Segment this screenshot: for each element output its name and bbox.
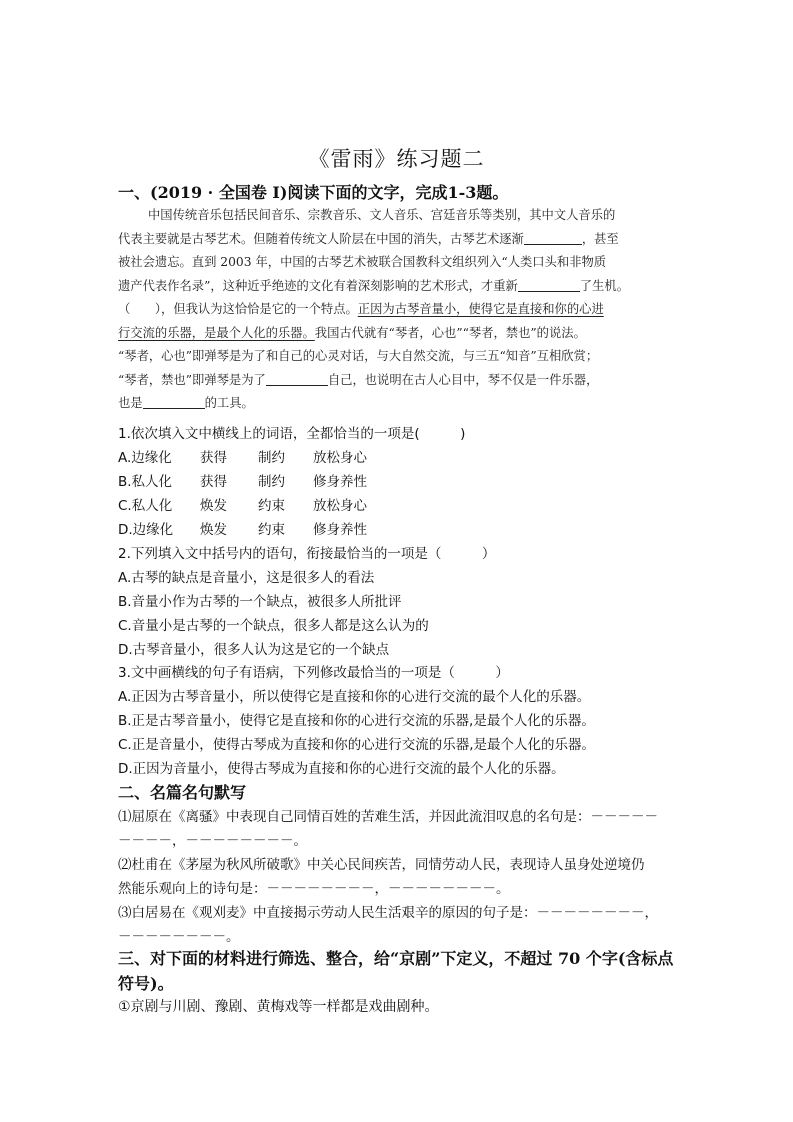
answer-blank-1 [524,230,582,245]
section1-heading: 一、(2019 · 全国卷 I)阅读下面的文字，完成1-3题。 [118,183,509,202]
question-1-option-a: A.边缘化 获得 制约 放松身心 [118,450,367,466]
passage-line-8: “琴者，禁也”即弹琴是为了 自己，也说明在古人心目中，琴不仅是一件乐器， [118,372,599,387]
recitation-item-2-line1: ⑵杜甫在《茅屋为秋风所破歌》中关心民间疾苦，同情劳动人民，表现诗人虽身处逆境仍 [118,857,645,873]
question-3-stem: 3.文中画横线的句子有语病，下列修改最恰当的一项是（ ） [118,665,509,681]
recitation-item-1-line2: －－－－，－－－－－－－－。 [118,833,307,849]
question-1-option-d: D.边缘化 焕发 约束 修身养性 [118,522,367,538]
underlined-sentence-part1: 正因为古琴音量小，使得它是直接和你的心进 [357,302,604,316]
underlined-sentence-part2: 行交流的乐器，是最个人化的乐器。 [118,325,315,340]
question-1-option-b: B.私人化 获得 制约 修身养性 [118,474,367,490]
recitation-item-3-line2: －－－－－－－－。 [118,929,240,945]
answer-blank-2 [518,277,580,292]
passage-line-9: 也是 的工具。 [118,396,254,410]
question-3-option-b: B.正是古琴音量小，使得它是直接和你的心进行交流的乐器,是最个人化的乐器。 [118,713,595,729]
section2-heading: 二、名篇名句默写 [118,783,247,802]
question-2-option-d: D.古琴音量小，很多人认为这是它的一个缺点 [118,642,390,658]
passage-line-7: “琴者，心也”即弹琴是为了和自己的心灵对话，与大自然交流，与三五“知音”互相欣赏； [118,349,599,363]
question-2-stem: 2.下列填入文中括号内的语句，衔接最恰当的一项是（ ） [118,546,496,562]
material-item-1: ①京剧与川剧、豫剧、黄梅戏等一样都是戏曲剧种。 [118,999,439,1015]
reading-passage [118,204,678,416]
section3-heading: 三、对下面的材料进行筛选、整合，给“京剧”下定义，不超过 70 个字(含标点符号)。 [118,949,674,993]
answer-blank-3 [266,371,328,386]
question-3-option-c: C.正是音量小，使得古琴成为直接和你的心进行交流的乐器,是最个人化的乐器。 [118,737,596,753]
question-2-option-c: C.音量小是古琴的一个缺点，很多人都是这么认为的 [118,618,429,634]
recitation-item-2-line2: 然能乐观向上的诗句是：－－－－－－－－，－－－－－－－－。 [118,881,510,897]
question-1-stem: 1.依次填入文中横线上的词语，全都恰当的一项是( ) [118,426,466,442]
recitation-item-3-line1: ⑶白居易在《观刈麦》中直接揭示劳动人民生活艰辛的原因的句子是：－－－－－－－－， [118,905,658,921]
passage-line-2: 代表主要就是古琴艺术。但随着传统文人阶层在中国的消失，古琴艺术逐渐 ，甚至 [118,231,619,246]
question-3-option-a: A.正因为古琴音量小，所以使得它是直接和你的心进行交流的最个人化的乐器。 [118,689,591,705]
question-1-option-c: C.私人化 焕发 约束 放松身心 [118,498,367,514]
question-3-option-d: D.正因为音量小，使得古琴成为直接和你的心进行交流的最个人化的乐器。 [118,761,565,777]
passage-line-6: 行交流的乐器，是最个人化的乐器。我国古代就有“琴者，心也”“琴者，禁也”的说法。 [118,325,586,340]
passage-line-1: 中国传统音乐包括民间音乐、宗教音乐、文人音乐、宫廷音乐等类别，其中文人音乐的 [148,208,616,222]
answer-blank-4 [143,394,205,409]
question-2-option-b: B.音量小作为古琴的一个缺点，被很多人所批评 [118,594,402,610]
page-title: 《雷雨》练习题二 [308,147,485,171]
recitation-item-1-line1: ⑴屈原在《离骚》中表现自己同情百姓的苦难生活，并因此流泪叹息的名句是：－－－－－ [118,809,658,825]
passage-line-4: 遗产代表作名录”，这种近乎绝迹的文化有着深刻影响的艺术形式，才重新 了生机。 [118,278,629,293]
passage-line-5: （ ），但我认为这恰恰是它的一个特点。正因为古琴音量小，使得它是直接和你的心进 [118,302,604,316]
question-2-option-a: A.古琴的缺点是音量小，这是很多人的看法 [118,570,375,586]
passage-line-3: 被社会遗忘。直到 2003 年，中国的古琴艺术被联合国教科文组织列入“人类口头和非物质 [118,255,607,269]
